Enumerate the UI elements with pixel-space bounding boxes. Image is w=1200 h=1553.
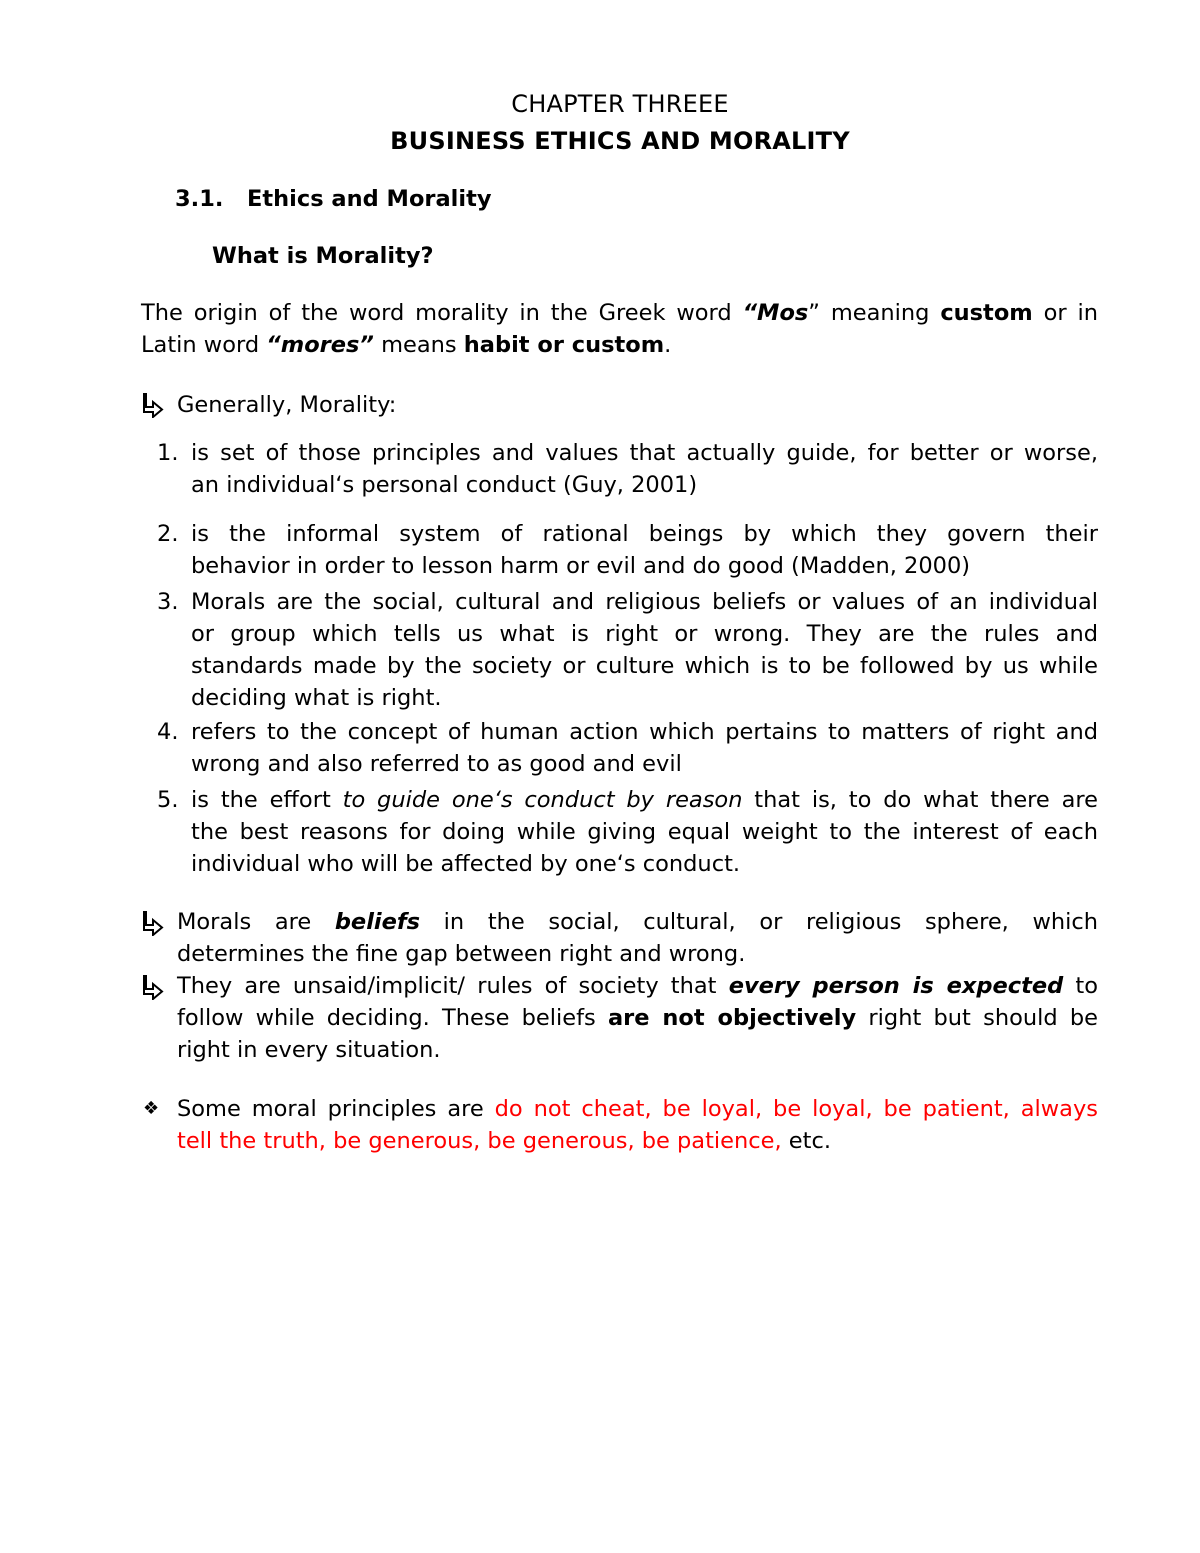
list-item-3-line-1: Morals are the social, cultural and religious beliefs or values of an individual bbox=[191, 589, 1098, 615]
bullet-2-line-1: They are unsaid/implicit/ rules of society that every person is expected to bbox=[177, 973, 1098, 999]
list-item-4-line-2: wrong and also referred to as good and evil bbox=[191, 751, 682, 777]
origin-line-1: The origin of the word morality in the Greek word “Mos” meaning custom or in bbox=[141, 300, 1098, 326]
list-item-5-line-2: the best reasons for doing while giving equal weight to the interest of each bbox=[191, 819, 1098, 845]
generally-label: Generally, Morality: bbox=[177, 392, 397, 418]
bullet-1-line-2: determines the fine gap between right and wrong. bbox=[177, 941, 746, 967]
list-number: 1. bbox=[157, 440, 179, 466]
bullet-1-line-1: Morals are beliefs in the social, cultural, or religious sphere, which bbox=[177, 909, 1098, 935]
list-number: 5. bbox=[157, 787, 179, 813]
chapter-subtitle: BUSINESS ETHICS AND MORALITY bbox=[390, 127, 850, 155]
section-question: What is Morality? bbox=[212, 243, 434, 269]
origin-line-2: Latin word “mores” means habit or custom. bbox=[141, 332, 672, 358]
bullet-2-line-3: right in every situation. bbox=[177, 1037, 441, 1063]
list-number: 3. bbox=[157, 589, 179, 615]
section-number: 3.1. bbox=[175, 186, 224, 212]
list-item-2-line-1: is the informal system of rational beings by which they govern their bbox=[191, 521, 1098, 547]
list-item-5-line-1: is the effort to guide one‘s conduct by reason that is, to do what there are bbox=[191, 787, 1098, 813]
principles-line-2: tell the truth, be generous, be generous, be patience, etc. bbox=[177, 1128, 831, 1154]
list-item-3-line-3: standards made by the society or culture which is to be followed by us while bbox=[191, 653, 1098, 679]
principles-line-1: Some moral principles are do not cheat, be loyal, be loyal, be patient, always bbox=[177, 1096, 1098, 1122]
list-item-5-line-3: individual who will be affected by one‘s conduct. bbox=[191, 851, 741, 877]
chapter-title: CHAPTER THREEE bbox=[511, 90, 729, 118]
list-number: 2. bbox=[157, 521, 179, 547]
list-item-1-line-2: an individual‘s personal conduct (Guy, 2001) bbox=[191, 472, 698, 498]
list-item-1-line-1: is set of those principles and values that actually guide, for better or worse, bbox=[191, 440, 1098, 466]
list-item-2-line-2: behavior in order to lesson harm or evil and do good (Madden, 2000) bbox=[191, 553, 971, 579]
diamond-bullet-icon: ❖ bbox=[143, 1098, 160, 1119]
list-item-3-line-2: or group which tells us what is right or wrong. They are the rules and bbox=[191, 621, 1098, 647]
list-item-3-line-4: deciding what is right. bbox=[191, 685, 442, 711]
bullet-2-line-2: follow while deciding. These beliefs are not objectively right but should be bbox=[177, 1005, 1098, 1031]
arrow-bullet-icon bbox=[142, 392, 164, 418]
arrow-bullet-icon bbox=[142, 974, 164, 1000]
arrow-bullet-icon bbox=[142, 910, 164, 936]
list-item-4-line-1: refers to the concept of human action which pertains to matters of right and bbox=[191, 719, 1098, 745]
section-title: Ethics and Morality bbox=[247, 186, 492, 212]
list-number: 4. bbox=[157, 719, 179, 745]
